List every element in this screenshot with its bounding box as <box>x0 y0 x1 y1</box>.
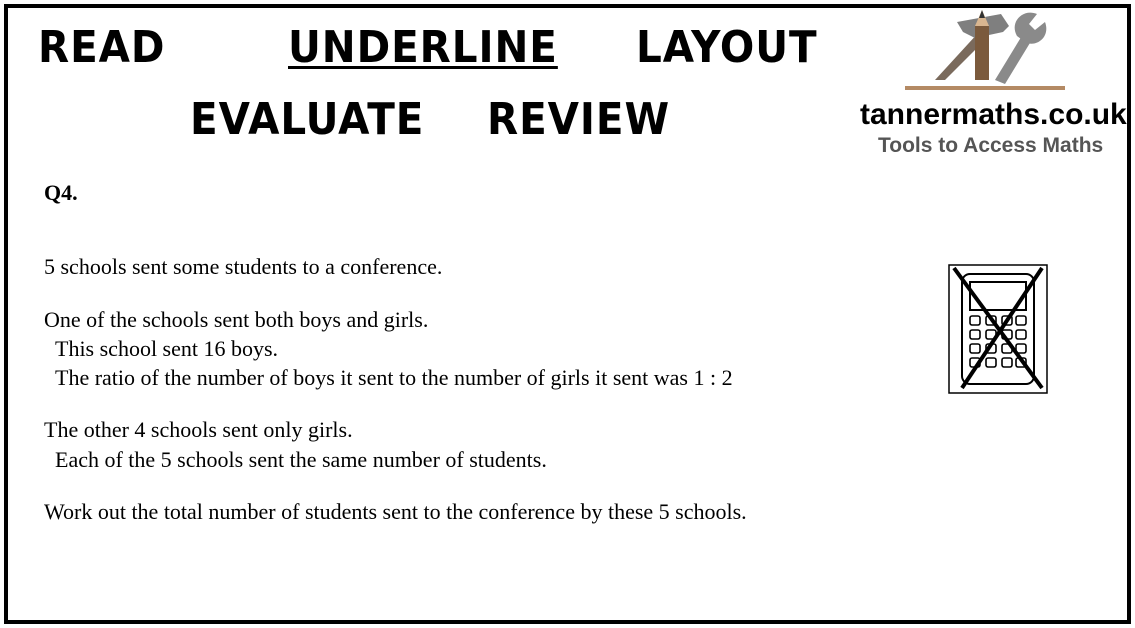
question-line: The other 4 schools sent only girls. <box>44 417 353 442</box>
keyword-evaluate: EVALUATE <box>190 94 425 145</box>
question-line: One of the schools sent both boys and girls. <box>44 307 429 332</box>
keyword-review: REVIEW <box>487 94 671 145</box>
question-line: The ratio of the number of boys it sent to the number of girls it sent was 1 : 2 <box>55 365 733 390</box>
tools-icon <box>905 8 1065 92</box>
question-line: 5 schools sent some students to a conference. <box>44 254 443 279</box>
keyword-underline: UNDERLINE <box>288 22 558 73</box>
keyword-read: READ <box>38 22 166 73</box>
keyword-layout: LAYOUT <box>636 22 818 73</box>
question-line: This school sent 16 boys. <box>55 336 279 361</box>
logo-site: tannermaths.co.uk <box>860 98 1127 131</box>
question-line: Each of the 5 schools sent the same number of students. <box>55 447 547 472</box>
logo-tagline: Tools to Access Maths <box>878 134 1104 157</box>
question-line: Work out the total number of students sent to the conference by these 5 schools. <box>44 499 747 524</box>
question-number: Q4. <box>44 180 78 205</box>
no-calculator-icon <box>948 264 1048 394</box>
